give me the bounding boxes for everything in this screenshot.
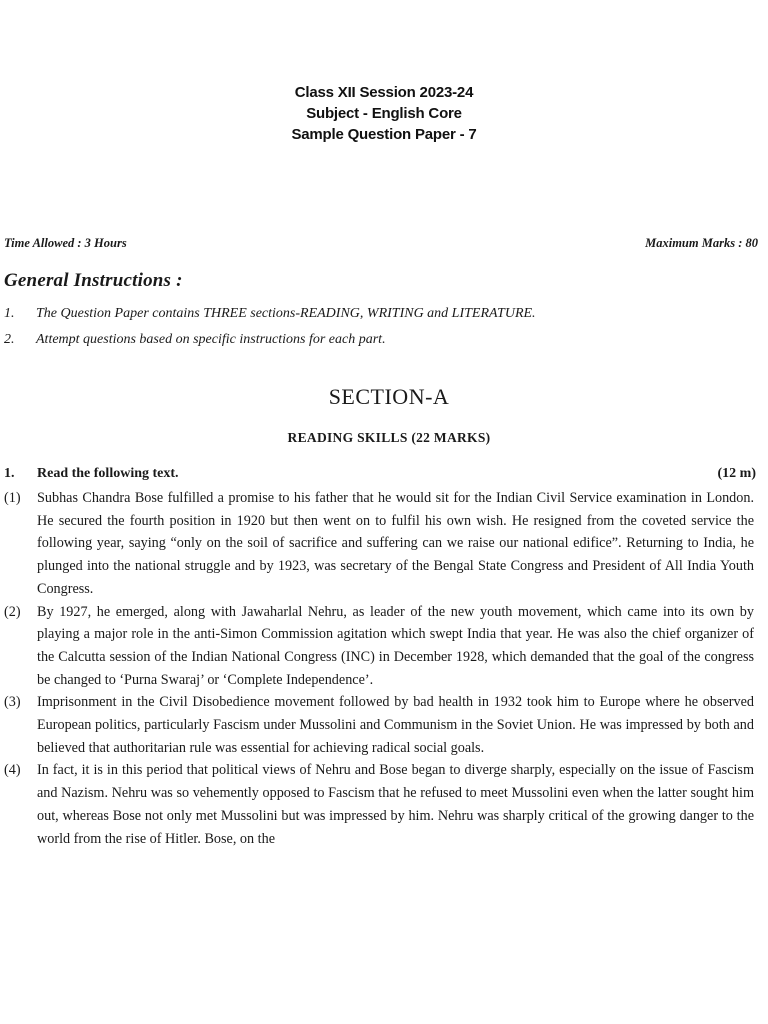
passage-paragraph: [4, 759, 754, 850]
section-subtitle: READING SKILLS (22 MARKS): [287, 430, 491, 445]
reading-passage: [4, 487, 754, 850]
instruction-text: The Question Paper contains THREE sections-READING, WRITING and LITERATURE.: [36, 306, 536, 321]
paragraph-text: By 1927, he emerged, along with Jawaharlal Nehru, as leader of the new youth movement, which came into its own by playing a major role in the anti-Simon Commission agitation which swept India that year. He was also the chief organizer of the Calcutta session of the Indian National Congress (INC) in December 1928, which demanded that the goal of the congress be changed to ‘Purna Swaraj’ or ‘Complete Independence’.: [37, 603, 754, 688]
question-text: Read the following text.: [37, 466, 179, 481]
paper-title: Sample Question Paper - 7: [291, 126, 477, 143]
maximum-marks: Maximum Marks : 80: [645, 236, 758, 250]
instruction-item: [4, 332, 386, 348]
instruction-item: [4, 306, 536, 322]
general-instructions-title: General Instructions :: [4, 270, 183, 291]
time-marks-row: [4, 236, 758, 251]
paragraph-number: (3): [4, 694, 21, 711]
paragraph-number: (2): [4, 603, 21, 620]
passage-paragraph: [4, 691, 754, 759]
time-allowed: Time Allowed : 3 Hours: [4, 236, 127, 250]
paragraph-text: Subhas Chandra Bose fulfilled a promise to his father that he would sit for the Indian Civil Service examination in London. He secured the fourth position in 1920 but then went on to fulfil his own wish. He resigned from the coveted service the following year, saying “only on the soil of sacrifice and suffering can we raise our national edifice”. Returning to India, he plunged into the national struggle and by 1923, was secretary of the Bengal State Congress and President of All India Youth Congress.: [37, 490, 754, 597]
section-title: SECTION-A: [328, 384, 450, 409]
instruction-number: 2.: [4, 332, 15, 347]
subject-title: Subject - English Core: [306, 105, 462, 122]
paragraph-text: In fact, it is in this period that political views of Nehru and Bose began to diverge sharply, especially on the issue of Fascism and Nazism. Nehru was so vehemently opposed to Fascism that he refused to meet Mussolini even when the latter sought him out, whereas Bose not only met Mussolini but was impressed by him. Nehru was sharply critical of the growing danger to the world from the rise of Hitler. Bose, on the: [37, 762, 754, 847]
class-session-title: Class XII Session 2023-24: [294, 84, 474, 101]
passage-paragraph: [4, 601, 754, 692]
paper-header: [0, 82, 768, 145]
paragraph-number: (1): [4, 490, 21, 506]
instruction-text: Attempt questions based on specific instructions for each part.: [36, 332, 386, 347]
paragraph-text: Imprisonment in the Civil Disobedience movement followed by bad health in 1932 took him to Europe where he observed European politics, particularly Fascism under Mussolini and Communism in the Soviet Union. He was impressed by both and believed that authoritarian rule was essential for achieving radical social goals.: [37, 694, 754, 756]
instruction-number: 1.: [4, 306, 15, 321]
passage-paragraph: [4, 487, 754, 601]
question-marks: (12 m): [717, 466, 756, 481]
paragraph-number: (4): [4, 762, 21, 779]
question-number: 1.: [4, 466, 15, 481]
question-heading: [4, 466, 756, 482]
